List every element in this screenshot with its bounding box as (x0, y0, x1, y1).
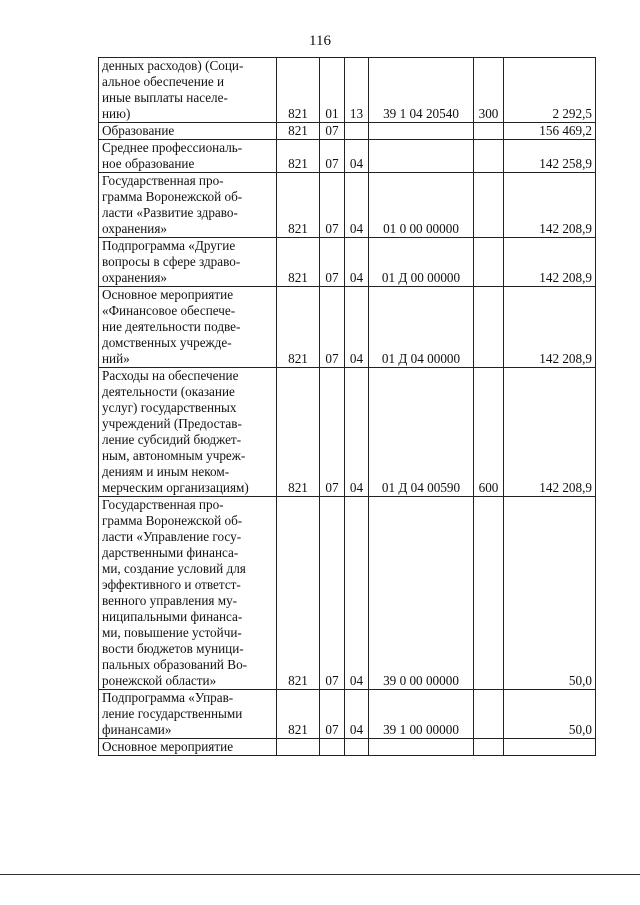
table-row (99, 287, 596, 368)
section-cell: 07 (320, 287, 345, 368)
item-name-line: ронежской области» (102, 673, 217, 688)
item-name-line: нию) (102, 106, 131, 121)
item-name-line: домственных учрежде- (102, 335, 232, 350)
section-cell: 07 (320, 173, 345, 238)
item-name-line: ми, создание условий для (102, 561, 246, 576)
admin-code-cell: 821 (277, 58, 320, 123)
amount-cell: 2 292,5 (504, 58, 596, 123)
target-article-cell: 39 1 00 00000 (369, 690, 474, 739)
budget-table (98, 57, 596, 756)
admin-code-cell: 821 (277, 368, 320, 497)
subsection-cell: 04 (345, 368, 369, 497)
amount-cell: 142 208,9 (504, 368, 596, 497)
table-row (99, 739, 596, 756)
item-name-line: ние деятельности подве- (102, 319, 241, 334)
item-name-line: Основное мероприятие (102, 739, 234, 754)
item-name-cell (99, 739, 277, 756)
item-name-line: учреждений (Предостав- (102, 416, 242, 431)
subsection-cell: 13 (345, 58, 369, 123)
amount-cell: 142 208,9 (504, 173, 596, 238)
amount-cell (504, 739, 596, 756)
item-name-line: эффективного и ответст- (102, 577, 241, 592)
item-name-line: финансами» (102, 722, 172, 737)
target-article-cell: 39 0 00 00000 (369, 497, 474, 690)
section-cell: 07 (320, 140, 345, 173)
subsection-cell (345, 739, 369, 756)
bottom-divider (0, 874, 640, 875)
item-name-cell (99, 287, 277, 368)
item-name-line: Среднее профессиональ- (102, 140, 243, 155)
table-row (99, 238, 596, 287)
target-article-cell: 01 Д 04 00000 (369, 287, 474, 368)
subsection-cell: 04 (345, 173, 369, 238)
amount-cell: 142 208,9 (504, 238, 596, 287)
item-name-line: ласти «Развитие здраво- (102, 205, 238, 220)
subsection-cell: 04 (345, 238, 369, 287)
table-row (99, 173, 596, 238)
subsection-cell: 04 (345, 287, 369, 368)
expense-type-cell: 300 (474, 58, 504, 123)
section-cell: 07 (320, 690, 345, 739)
item-name-line: «Финансовое обеспече- (102, 303, 236, 318)
item-name-cell (99, 238, 277, 287)
item-name-line: грамма Воронежской об- (102, 513, 243, 528)
item-name-cell (99, 58, 277, 123)
expense-type-cell (474, 238, 504, 287)
admin-code-cell (277, 739, 320, 756)
item-name-line: ласти «Управление госу- (102, 529, 242, 544)
expense-type-cell (474, 140, 504, 173)
item-name-cell (99, 173, 277, 238)
item-name-line: услуг) государственных (102, 400, 237, 415)
item-name-line: денных расходов) (Соци- (102, 58, 244, 73)
item-name-line: охранения» (102, 221, 167, 236)
item-name-line: ний» (102, 351, 130, 366)
item-name-line: Расходы на обеспечение (102, 368, 239, 383)
section-cell: 07 (320, 497, 345, 690)
item-name-line: Государственная про- (102, 497, 224, 512)
table-row (99, 690, 596, 739)
amount-cell: 142 208,9 (504, 287, 596, 368)
item-name-cell (99, 140, 277, 173)
expense-type-cell (474, 173, 504, 238)
item-name-cell (99, 368, 277, 497)
item-name-line: Подпрограмма «Другие (102, 238, 236, 253)
expense-type-cell (474, 739, 504, 756)
admin-code-cell: 821 (277, 140, 320, 173)
expense-type-cell (474, 690, 504, 739)
item-name-line: венного управления му- (102, 593, 238, 608)
item-name-line: иные выплаты населе- (102, 90, 228, 105)
target-article-cell: 39 1 04 20540 (369, 58, 474, 123)
expense-type-cell (474, 123, 504, 140)
item-name-line: ниципальными финанса- (102, 609, 243, 624)
section-cell: 07 (320, 368, 345, 497)
item-name-line: пальных образований Во- (102, 657, 248, 672)
section-cell: 01 (320, 58, 345, 123)
expense-type-cell: 600 (474, 368, 504, 497)
admin-code-cell: 821 (277, 497, 320, 690)
target-article-cell (369, 123, 474, 140)
item-name-line: дениям и иным неком- (102, 464, 230, 479)
item-name-line: деятельности (оказание (102, 384, 235, 399)
subsection-cell: 04 (345, 690, 369, 739)
table-row (99, 368, 596, 497)
item-name-line: ление государственными (102, 706, 243, 721)
expense-type-cell (474, 287, 504, 368)
subsection-cell (345, 123, 369, 140)
target-article-cell: 01 0 00 00000 (369, 173, 474, 238)
expense-type-cell (474, 497, 504, 690)
admin-code-cell: 821 (277, 690, 320, 739)
section-cell: 07 (320, 238, 345, 287)
target-article-cell (369, 140, 474, 173)
section-cell (320, 739, 345, 756)
subsection-cell: 04 (345, 497, 369, 690)
table-row (99, 140, 596, 173)
admin-code-cell: 821 (277, 173, 320, 238)
item-name-line: ление субсидий бюджет- (102, 432, 242, 447)
item-name-line: грамма Воронежской об- (102, 189, 243, 204)
item-name-line: вости бюджетов муници- (102, 641, 244, 656)
page-number: 116 (309, 33, 331, 49)
item-name-line: мерческим организациям) (102, 480, 249, 495)
amount-cell: 142 258,9 (504, 140, 596, 173)
target-article-cell: 01 Д 04 00590 (369, 368, 474, 497)
item-name-line: Государственная про- (102, 173, 224, 188)
table-row (99, 497, 596, 690)
table-row (99, 123, 596, 140)
item-name-line: ное образование (102, 156, 195, 171)
target-article-cell: 01 Д 00 00000 (369, 238, 474, 287)
item-name-cell (99, 123, 277, 140)
item-name-line: Основное мероприятие (102, 287, 234, 302)
item-name-line: вопросы в сфере здраво- (102, 254, 241, 269)
table-row (99, 58, 596, 123)
item-name-cell (99, 497, 277, 690)
admin-code-cell: 821 (277, 123, 320, 140)
item-name-line: Подпрограмма «Управ- (102, 690, 234, 705)
section-cell: 07 (320, 123, 345, 140)
subsection-cell: 04 (345, 140, 369, 173)
item-name-line: ми, повышение устойчи- (102, 625, 242, 640)
amount-cell: 156 469,2 (504, 123, 596, 140)
target-article-cell (369, 739, 474, 756)
admin-code-cell: 821 (277, 238, 320, 287)
amount-cell: 50,0 (504, 690, 596, 739)
item-name-line: дарственными финанса- (102, 545, 239, 560)
amount-cell: 50,0 (504, 497, 596, 690)
item-name-line: Образование (102, 123, 175, 138)
item-name-line: альное обеспечение и (102, 74, 225, 89)
admin-code-cell: 821 (277, 287, 320, 368)
item-name-line: ным, автономным учреж- (102, 448, 246, 463)
item-name-cell (99, 690, 277, 739)
item-name-line: охранения» (102, 270, 167, 285)
